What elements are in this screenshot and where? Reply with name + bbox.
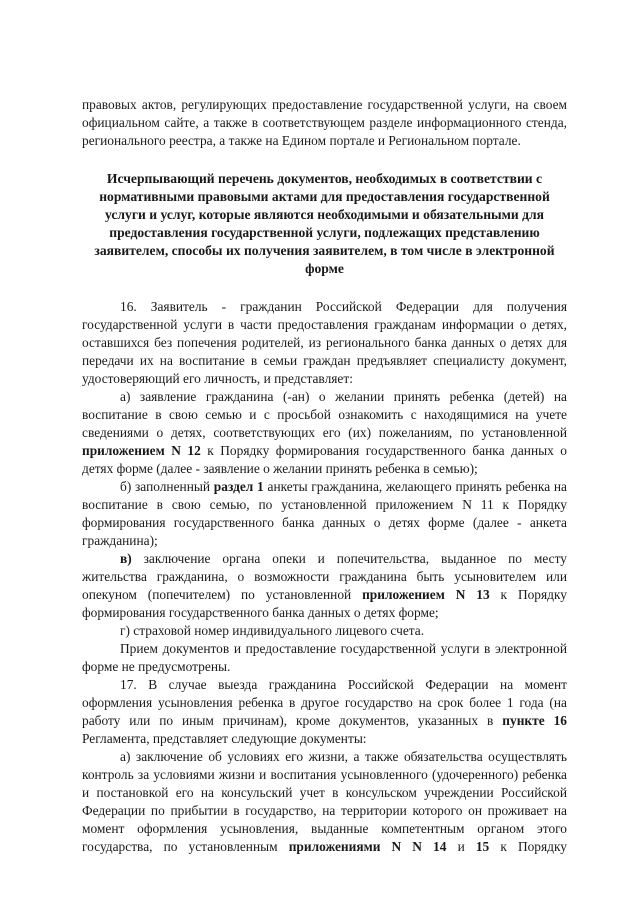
item17-a-line-2: контроль за условиями жизни и воспитания усыновленного (удочеренного) ребенка	[82, 767, 567, 782]
item-a-line-4: приложением N 12 к Порядку формирования государственного банка данных о	[82, 443, 567, 458]
item-b-section-ref: раздел 1	[213, 479, 264, 494]
item17-a-line-4: Федерации по прибытии в государство, на территории которого он проживает на	[82, 803, 567, 818]
item-a-line-5: детях форме (далее - заявление о желании принять ребенка в семью);	[82, 461, 478, 476]
section-heading-line-3: услуги и услуг, которые являются необходимыми и обязательными для	[104, 207, 544, 222]
item-b-line-2: воспитание в свою семью, по установленной приложением N 11 к Порядку	[82, 497, 567, 512]
item-v-line-3: опекуном (попечителем) по установленной приложением N 13 к Порядку	[82, 587, 567, 602]
item17-a-appendix-ref: приложениями N N 14	[288, 839, 447, 854]
item-v-appendix-ref: приложением N 13	[362, 587, 490, 602]
item-g-line-1: г) страховой номер индивидуального лицевого счета.	[120, 623, 425, 638]
section-heading-line-2: нормативными правовыми актами для предоставления государственной	[99, 189, 550, 204]
item-a-line-3: сведениями о детях, соответствующих его (их) пожеланиям, по установленной	[82, 425, 567, 440]
section-heading-line-1: Исчерпывающий перечень документов, необходимых в соответствии с	[106, 171, 543, 186]
p17-line-3: работу или по иным причинам), кроме документов, указанных в пункте 16	[82, 713, 567, 728]
item-v-line-2: жительства гражданина, о возможности гражданина быть усыновителем или	[82, 569, 567, 584]
intro-line-3: регионального реестра, а также на Едином портале и Региональном портале.	[82, 133, 521, 148]
p17-line-2: оформления усыновления ребенка в другое государство на срок более 1 года (на	[82, 695, 567, 710]
p16-line-3: оставшихся без попечения родителей, из регионального банка данных о детях для	[82, 335, 567, 350]
item-v-line-1: в) заключение органа опеки и попечительства, выданное по месту	[120, 551, 567, 566]
section-heading-line-6: форме	[305, 261, 344, 276]
item17-a-line-1: а) заключение об условиях его жизни, а также обязательства осуществлять	[120, 749, 567, 764]
p16-line-2: государственной услуги в части предоставления гражданам информации о детях,	[82, 317, 567, 332]
intro-line-2: официальном сайте, а также в соответствующем разделе информационного стенда,	[82, 115, 567, 130]
p17-paragraph-ref: пункте 16	[502, 713, 567, 728]
p16-line-1: 16. Заявитель - гражданин Российской Федерации для получения	[120, 299, 567, 314]
p16-line-4: передачи их на воспитание в семьи граждан предъявляет специалисту документ,	[82, 353, 567, 368]
item-v-line-4: формирования государственного банка данных о детях форме;	[82, 605, 439, 620]
item17-a-line-3: и постановкой его на консульский учет в консульском учреждении Российской	[82, 785, 567, 800]
intro-line-1: правовых актов, регулирующих предоставление государственной услуги, на своем	[82, 97, 567, 112]
item17-a-line-6: государства, по установленным приложениями N N 14 и 15 к Порядку	[82, 839, 567, 854]
item-a-appendix-ref: приложением N 12	[82, 443, 201, 458]
item17-a-line-5: момент оформления усыновления, выданные компетентным органом этого	[82, 821, 567, 836]
p17-line-4: Регламента, представляет следующие документы:	[82, 731, 367, 746]
note-line-2: форме не предусмотрены.	[82, 659, 231, 674]
section-heading-line-4: предоставления государственной услуги, подлежащих представлению	[109, 225, 540, 240]
item-b-line-4: гражданина);	[82, 533, 158, 548]
item-a-line-1: а) заявление гражданина (-ан) о желании принять ребенка (детей) на	[120, 389, 567, 404]
section-heading-line-5: заявителем, способы их получения заявителем, в том числе в электронной	[94, 243, 555, 258]
p17-line-1: 17. В случае выезда гражданина Российской Федерации на момент	[120, 677, 567, 692]
p16-line-5: удостоверяющий его личность, и представляет:	[82, 371, 353, 386]
item-a-line-2: воспитание в свою семью и с просьбой ознакомить с находящимися на учете	[82, 407, 567, 422]
note-line-1: Прием документов и предоставление государственной услуги в электронной	[120, 641, 567, 656]
item-b-line-1: б) заполненный раздел 1 анкеты гражданина, желающего принять ребенка на	[120, 479, 567, 494]
item-b-line-3: формирования государственного банка данных о детях форме (далее - анкета	[82, 515, 567, 530]
